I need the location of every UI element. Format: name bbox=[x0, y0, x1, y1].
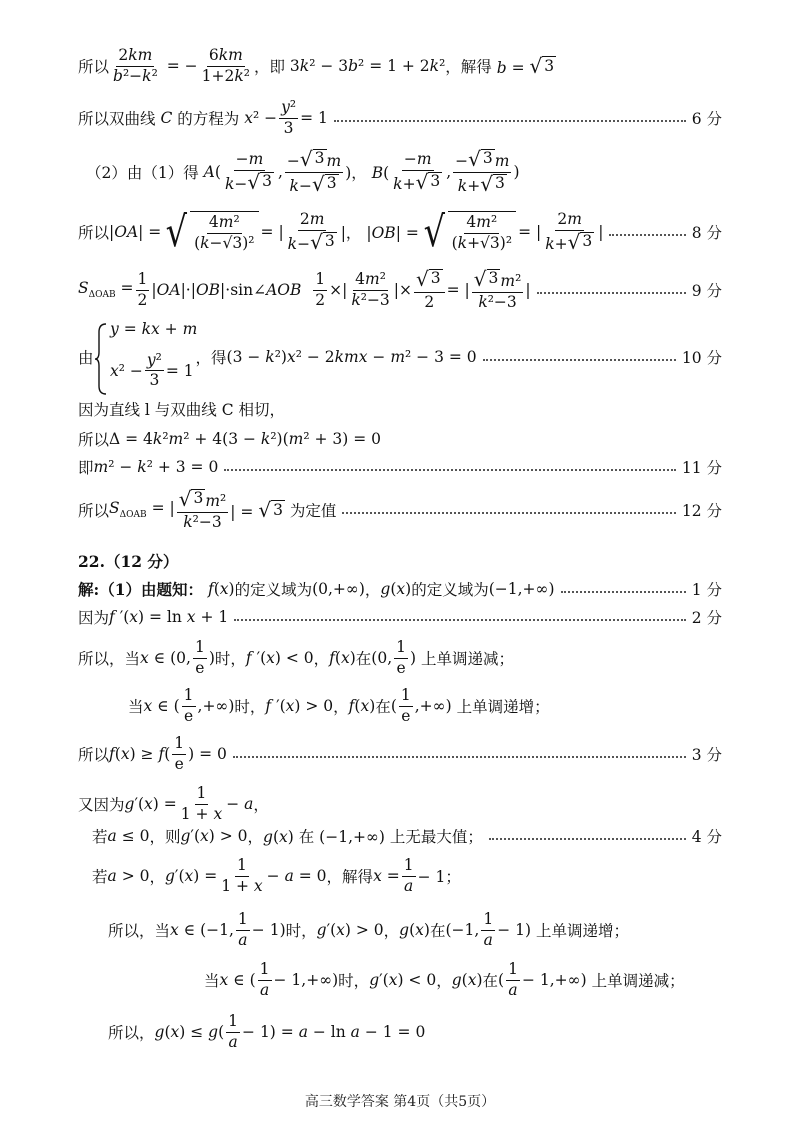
l13-mid2: ， bbox=[313, 650, 330, 668]
l18-pre: 若 bbox=[92, 868, 108, 886]
l19-pre: 所以，当 bbox=[108, 922, 171, 940]
l4-pre: 所以 bbox=[78, 224, 110, 242]
l7-text: 因为直线 l 与双曲线 C 相切， bbox=[78, 401, 286, 419]
score-9: 9 分 bbox=[691, 282, 722, 300]
score-6: 6 分 bbox=[691, 110, 722, 128]
l15-pre: 所以 bbox=[78, 746, 110, 764]
l20-mid3: 在 bbox=[482, 972, 499, 990]
l13-mid3: 在 bbox=[355, 650, 372, 668]
score-8: 8 分 bbox=[691, 224, 722, 242]
l8-pre: 所以 bbox=[78, 431, 110, 449]
line-3: （2）由（1）得 A( −m k− √ 3 , − √ 3 m k− √ 3 )， B( −m k+ √ 3 , − √ 3 m k+ √ 3 ) bbox=[86, 147, 520, 196]
l14-mid2: ， bbox=[333, 698, 349, 716]
l20-post: 上单调递减； bbox=[591, 972, 685, 990]
l16-post: ， bbox=[253, 796, 269, 814]
line-4: 所以 |OA| = √ $\frac{\text{4m²}}{\text{(k−√3)²}}$ = | 2m k− √ 3 |， |OB| = √ $\frac{\text{4m²}}{\text{(k+√3)²}}$ = | 2m k+ √ 3 | 8 分 bbox=[78, 207, 722, 256]
l11-pre: 解:（1）由题知： bbox=[78, 580, 204, 599]
l19-mid3: 在 bbox=[429, 922, 446, 940]
system-eq-2: x² − $\frac{\text{y²}}{3}$ = 1 bbox=[110, 351, 194, 390]
score-3: 3 分 bbox=[691, 746, 722, 764]
line-7 bbox=[0, 392, 800, 426]
line-10: 所以 $S_{\Delta OAB}$ = | √ 3 m² k²−3 | = √ 3 为定值 12 分 bbox=[78, 487, 722, 531]
l10-post: 为定值 bbox=[289, 502, 337, 520]
leader-dots bbox=[537, 292, 686, 294]
l11-mid3: 的定义域为 bbox=[411, 581, 489, 599]
l11-mid2: ， bbox=[364, 581, 381, 599]
l17-mid2: ， bbox=[247, 828, 264, 846]
l18-mid2: ，解得 bbox=[326, 868, 374, 886]
line-2: 所以双曲线 C 的方程为 x² − $\frac{\text{y²}}{3}$ = 1 6 分 bbox=[78, 98, 722, 137]
page-footer: 高三数学答案 第4页（共5页） bbox=[304, 1094, 496, 1110]
system-brace bbox=[94, 322, 108, 396]
l16-pre: 又因为 bbox=[78, 796, 125, 814]
line-8: 所以 Δ = 4k²m² + 4(3 − k²)(m² + 3) = 0 bbox=[78, 430, 382, 449]
l14-mid3: 在 bbox=[375, 698, 391, 716]
leader-dots bbox=[233, 756, 686, 758]
score-2: 2 分 bbox=[691, 609, 722, 627]
line-6: 由 ，得 (3 − k²)x² − 2kmx − m² − 3 = 0 10 分 bbox=[78, 348, 722, 367]
l19-post: 上单调递增； bbox=[535, 922, 629, 940]
leader-dots bbox=[561, 591, 686, 593]
line-20: 当 x ∈ ( $\frac{1}{a}$ − 1,+∞) 时， g′(x) < 0 ， g(x) 在 ( $\frac{1}{a}$ − 1,+∞) 上单调递减； bbox=[204, 960, 685, 999]
q22-title: 22.（12 分） bbox=[78, 552, 179, 571]
l17-mid1: ，则 bbox=[149, 828, 181, 846]
l21-pre: 所以， bbox=[108, 1024, 155, 1042]
score-11: 11 分 bbox=[681, 459, 722, 477]
line-12: 因为 f ′(x) = ln x + 1 2 分 bbox=[78, 608, 722, 627]
l1-mid: ，即 bbox=[253, 58, 285, 76]
line-19: 所以，当 x ∈ (−1, $\frac{1}{a}$ − 1) 时， g′(x) > 0 ， g(x) 在 (−1, $\frac{1}{a}$ − 1) 上单调递增； bbox=[108, 910, 629, 949]
line-13: 所以，当 x ∈ (0, $\frac{1}{e}$ ) 时， f ′(x) < 0 ， f(x) 在 (0, $\frac{1}{e}$ ) 上单调递减； bbox=[78, 638, 515, 677]
l14-pre: 当 bbox=[128, 698, 144, 716]
l19-mid2: ， bbox=[383, 922, 400, 940]
l6-post: ，得 bbox=[195, 349, 227, 367]
leader-dots bbox=[489, 838, 686, 840]
line-15: 所以 f(x) ≥ f( $\frac{1}{e}$ ) = 0 3 分 bbox=[78, 734, 722, 773]
l6-pre: 由 bbox=[78, 349, 94, 367]
line-18: 若 a > 0 ， g′(x) = $\frac{1}{1 + x}$ − a = 0 ，解得 x = $\frac{1}{a}$ − 1； bbox=[92, 856, 461, 895]
l10-pre: 所以 bbox=[78, 502, 110, 520]
line-14: 当 x ∈ ( $\frac{1}{e}$ ,+∞) 时， f ′(x) > 0 ， f(x) 在 ( $\frac{1}{e}$ ,+∞) 上单调递增； bbox=[128, 686, 550, 725]
l12-pre: 因为 bbox=[78, 609, 110, 627]
l20-mid1: 时， bbox=[338, 972, 370, 990]
l2-pre: 所以双曲线 bbox=[78, 110, 156, 128]
score-12: 12 分 bbox=[681, 502, 722, 520]
line-16: 又因为 g′(x) = $\frac{1}{1 + x}$ − a ， bbox=[78, 784, 269, 823]
l3-pre: （2）由（1）得 bbox=[86, 164, 199, 182]
line-11: 解:（1）由题知： f(x) 的定义域为 (0,+∞) ， g(x) 的定义域为 (−1,+∞) 1 分 bbox=[78, 580, 722, 599]
l20-mid2: ， bbox=[436, 972, 452, 990]
l13-mid1: 时， bbox=[214, 650, 246, 668]
l20-pre: 当 bbox=[204, 972, 220, 990]
l2-post: 的方程为 bbox=[177, 110, 240, 128]
l17-post: 上无最大值； bbox=[389, 828, 483, 846]
l19-mid1: 时， bbox=[285, 922, 317, 940]
line-21: 所以， g(x) ≤ g( $\frac{1}{a}$ − 1) = a − ln a − 1 = 0 bbox=[108, 1012, 426, 1051]
l18-mid1: ， bbox=[149, 868, 165, 886]
score-4: 4 分 bbox=[691, 828, 722, 846]
l1-post: ，解得 bbox=[445, 58, 492, 76]
line-5: $S_{\Delta OAB}$ = $\frac{1}{2}$ |OA|·|OB|·sin∠AOB $\frac{1}{2}$ ×| $\frac{\text{4m²}}{\text{k²−3}}$ |× √ 3 2 = | √ 3 m² k²−3 | 9 分 bbox=[78, 267, 722, 311]
leader-dots bbox=[483, 359, 676, 361]
l9-pre: 即 bbox=[78, 459, 94, 477]
score-10: 10 分 bbox=[681, 349, 722, 367]
l13-pre: 所以，当 bbox=[78, 650, 141, 668]
leader-dots bbox=[224, 469, 676, 471]
leader-dots bbox=[609, 234, 685, 236]
l13-post: 上单调递减； bbox=[421, 650, 515, 668]
l11-mid1: 的定义域为 bbox=[234, 581, 313, 599]
line-1: 所以 $\frac{2km}{\text{b²−k²}}$ = − $\frac{6km}{\text{1+2k²}}$ ，即 3k² − 3b² = 1 + 2k² ，解得 b = √ 3 bbox=[78, 46, 555, 85]
score-1: 1 分 bbox=[691, 581, 722, 599]
leader-dots bbox=[334, 120, 686, 122]
l14-post: 上单调递增； bbox=[456, 698, 550, 716]
l14-mid1: 时， bbox=[234, 698, 266, 716]
leader-dots bbox=[342, 512, 675, 514]
l1-pre: 所以 bbox=[78, 58, 110, 76]
system-eq-1: y = kx + m bbox=[110, 320, 198, 338]
l17-pre: 若 bbox=[92, 828, 108, 846]
line-9: 即 m² − k² + 3 = 0 11 分 bbox=[78, 458, 722, 477]
line-17: 若 a ≤ 0 ，则 g′(x) > 0 ， g(x) 在 (−1,+∞) 上无最大值； 4 分 bbox=[92, 827, 722, 846]
leader-dots bbox=[234, 619, 685, 621]
